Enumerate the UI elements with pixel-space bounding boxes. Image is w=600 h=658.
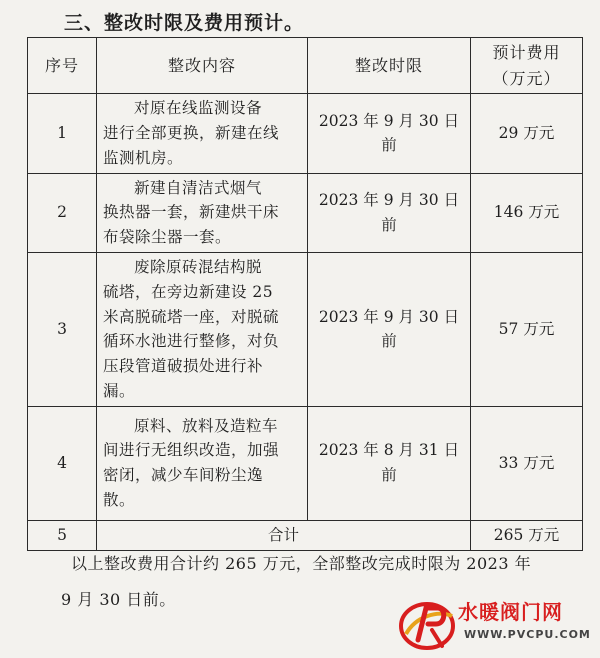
row-deadline xyxy=(308,94,471,173)
row-deadline xyxy=(308,252,471,406)
row-content xyxy=(97,94,308,173)
table-row xyxy=(28,173,583,252)
table-row xyxy=(28,406,583,520)
deadline-date: 2023 年 9 月 30 日 xyxy=(318,307,460,326)
watermark-logo xyxy=(398,590,594,654)
content-line: 漏。 xyxy=(103,381,136,400)
content-line: 散。 xyxy=(103,491,136,510)
deadline-date: 2023 年 9 月 30 日 xyxy=(318,111,460,130)
deadline-suffix: 前 xyxy=(381,136,397,155)
row-content xyxy=(97,406,308,520)
watermark-brand: 水暖阀门网 xyxy=(458,600,563,624)
content-line: 进行全部更换，新建在线 xyxy=(103,123,280,142)
deadline-suffix: 前 xyxy=(381,215,397,234)
table-row xyxy=(28,94,583,173)
header-content: 整改内容 xyxy=(97,38,308,94)
content-line: 废除原砖混结构脱 xyxy=(134,257,263,276)
watermark-site: WWW.PVCPU.COM xyxy=(464,628,591,641)
deadline-date: 2023 年 8 月 31 日 xyxy=(318,441,460,460)
row-no: 4 xyxy=(28,406,97,520)
row-no: 2 xyxy=(28,173,97,252)
deadline-date: 2023 年 9 月 30 日 xyxy=(318,190,460,209)
row-no: 3 xyxy=(28,252,97,406)
content-line: 换热器一套，新建烘干床 xyxy=(103,203,280,222)
header-deadline: 整改时限 xyxy=(308,38,471,94)
content-line: 米高脱硫塔一座，对脱硫 xyxy=(103,307,280,326)
content-line: 密闭，减少车间粉尘逸 xyxy=(103,466,264,485)
table-row xyxy=(28,252,583,406)
deadline-suffix: 前 xyxy=(381,332,397,351)
row-cost: 33 万元 xyxy=(471,406,583,520)
valve-logo-icon xyxy=(398,596,456,652)
content-line: 原料、放料及造粒车 xyxy=(134,416,279,435)
content-line: 监测机房。 xyxy=(103,148,184,167)
total-cost: 265 万元 xyxy=(471,520,583,550)
header-cost-line1: 预计费用 xyxy=(492,43,561,62)
content-line: 间进行无组织改造，加强 xyxy=(103,441,280,460)
content-line: 新建自清洁式烟气 xyxy=(134,178,263,197)
summary-line-1: 以上整改费用合计约 265 万元，全部整改完成时限为 2023 年 xyxy=(71,554,532,573)
table-header-row xyxy=(28,38,583,94)
header-cost-line2: （万元） xyxy=(492,68,561,88)
content-line: 硫塔，在旁边新建设 25 xyxy=(103,282,274,301)
total-label: 合计 xyxy=(97,520,471,550)
content-line: 压段管道破损处进行补 xyxy=(103,357,264,376)
total-no: 5 xyxy=(28,520,97,550)
row-no: 1 xyxy=(28,94,97,173)
rectification-table xyxy=(27,37,583,551)
row-deadline xyxy=(308,406,471,520)
row-cost: 146 万元 xyxy=(471,173,583,252)
summary-line-2: 9 月 30 日前。 xyxy=(61,590,176,609)
header-no: 序号 xyxy=(28,38,97,94)
header-cost xyxy=(471,38,583,94)
row-cost: 29 万元 xyxy=(471,94,583,173)
content-line: 对原在线监测设备 xyxy=(134,99,263,118)
row-cost: 57 万元 xyxy=(471,252,583,406)
row-deadline xyxy=(308,173,471,252)
deadline-suffix: 前 xyxy=(381,466,397,485)
row-content xyxy=(97,173,308,252)
content-line: 循环水池进行整修，对负 xyxy=(103,332,280,351)
section-heading: 三、整改时限及费用预计。 xyxy=(64,12,305,34)
content-line: 布袋除尘器一套。 xyxy=(103,228,232,247)
row-content xyxy=(97,252,308,406)
